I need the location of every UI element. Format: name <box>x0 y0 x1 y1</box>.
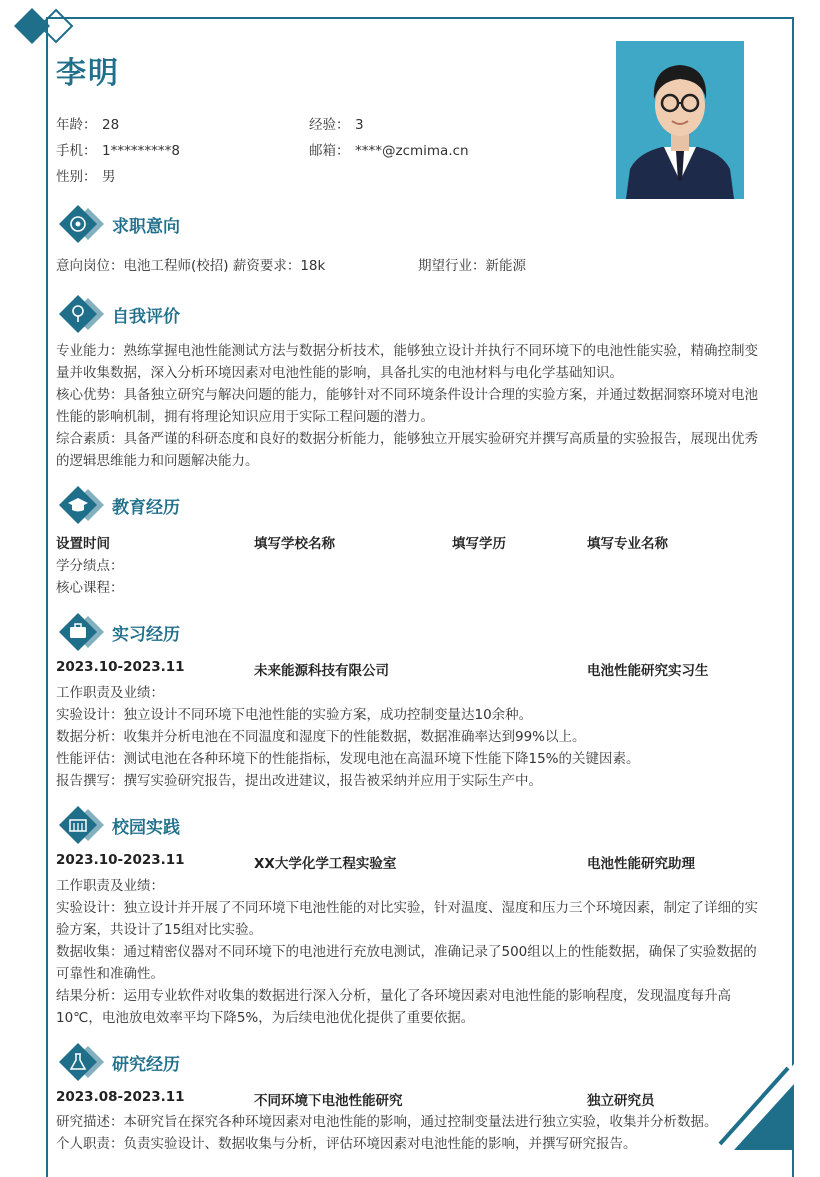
internship-row <box>56 659 768 681</box>
target-icon <box>58 204 108 244</box>
internship-org: 未来能源科技有限公司 <box>254 663 389 679</box>
education-degree: 填写学历 <box>452 536 506 552</box>
evaluation-text <box>56 340 768 472</box>
section-header-education <box>58 485 758 525</box>
section-header-internship <box>58 612 758 652</box>
section-header-evaluation <box>58 294 758 334</box>
briefcase-icon <box>58 612 108 652</box>
section-title: 自我评价 <box>112 307 180 327</box>
research-org: 不同环境下电池性能研究 <box>254 1093 403 1109</box>
education-school: 填写学校名称 <box>254 536 335 552</box>
graduation-cap-icon <box>58 485 108 525</box>
flower-icon <box>58 294 108 334</box>
internship-role: 电池性能研究实习生 <box>587 663 709 679</box>
internship-details <box>56 682 768 792</box>
campus-item: 工作职责及业绩： <box>56 878 164 894</box>
internship-item: 性能评估：测试电池在各种环境下的性能指标，发现电池在高温环境下性能下降15%的关键因素。 <box>56 751 640 767</box>
education-time: 设置时间 <box>56 536 110 552</box>
section-title: 校园实践 <box>112 818 180 838</box>
education-courses: 核心课程： <box>56 580 124 596</box>
campus-role: 电池性能研究助理 <box>587 856 695 872</box>
corner-diamond-decoration <box>12 6 82 46</box>
intent-position-line: 意向岗位：电池工程师(校招) 薪资要求：18k <box>56 258 326 274</box>
section-header-research <box>58 1042 758 1082</box>
age-field: 年龄： 28 <box>56 117 120 133</box>
phone-field: 手机： 1*********8 <box>56 143 180 159</box>
section-title: 研究经历 <box>112 1055 180 1075</box>
research-role: 独立研究员 <box>587 1093 655 1109</box>
campus-time: 2023.10-2023.11 <box>56 852 185 868</box>
evaluation-item: 综合素质：具备严谨的科研态度和良好的数据分析能力，能够独立开展实验研究并撰写高质量的实验报告，展现出优秀的逻辑思维能力和问题解决能力。 <box>56 431 758 469</box>
evaluation-item: 专业能力：熟练掌握电池性能测试方法与数据分析技术，能够独立设计并执行不同环境下的电池性能实验，精确控制变量并收集数据，深入分析环境因素对电池性能的影响，具备扎实的电池材料与电化学基础知识。 <box>56 343 758 381</box>
internship-time: 2023.10-2023.11 <box>56 659 185 675</box>
campus-item: 结果分析：运用专业软件对收集的数据进行深入分析，量化了各环境因素对电池性能的影响程度，发现温度每升高10℃，电池放电效率平均下降5%，为后续电池优化提供了重要依据。 <box>56 988 731 1026</box>
section-title: 求职意向 <box>112 217 180 237</box>
internship-item: 工作职责及业绩： <box>56 685 164 701</box>
education-row <box>56 532 768 554</box>
research-time: 2023.08-2023.11 <box>56 1089 185 1105</box>
section-title: 实习经历 <box>112 625 180 645</box>
evaluation-item: 核心优势：具备独立研究与解决问题的能力，能够针对不同环境条件设计合理的实验方案，并通过数据洞察环境对电池性能的影响机制，拥有将理论知识应用于实际工程问题的潜力。 <box>56 387 758 425</box>
gender-field: 性别： 男 <box>56 169 116 185</box>
email-field: 邮箱： ****@zcmima.cn <box>309 143 469 159</box>
candidate-name: 李明 <box>56 56 120 91</box>
section-header-campus <box>58 805 758 845</box>
experience-field: 经验： 3 <box>309 117 364 133</box>
intent-industry: 期望行业：新能源 <box>418 258 526 274</box>
flask-icon <box>58 1042 108 1082</box>
section-header-intent <box>58 204 758 244</box>
research-item: 研究描述：本研究旨在探究各种环境因素对电池性能的影响，通过控制变量法进行独立实验，收集并分析数据。 <box>56 1114 718 1130</box>
campus-row <box>56 852 768 874</box>
section-title: 教育经历 <box>112 498 180 518</box>
building-icon <box>58 805 108 845</box>
profile-photo <box>616 41 744 199</box>
education-major: 填写专业名称 <box>587 536 668 552</box>
research-row <box>56 1089 768 1111</box>
campus-details <box>56 875 768 1029</box>
research-item: 个人职责：负责实验设计、数据收集与分析，评估环境因素对电池性能的影响，并撰写研究报告。 <box>56 1136 637 1152</box>
internship-item: 实验设计：独立设计不同环境下电池性能的实验方案，成功控制变量达10余种。 <box>56 707 533 723</box>
campus-item: 实验设计：独立设计并开展了不同环境下电池性能的对比实验，针对温度、湿度和压力三个环境因素，制定了详细的实验方案，共设计了15组对比实验。 <box>56 900 758 938</box>
internship-item: 报告撰写：撰写实验研究报告，提出改进建议，报告被采纳并应用于实际生产中。 <box>56 773 542 789</box>
education-gpa: 学分绩点： <box>56 558 124 574</box>
campus-item: 数据收集：通过精密仪器对不同环境下的电池进行充放电测试，准确记录了500组以上的性能数据，确保了实验数据的可靠性和准确性。 <box>56 944 757 982</box>
campus-org: XX大学化学工程实验室 <box>254 856 397 872</box>
research-details <box>56 1111 746 1155</box>
internship-item: 数据分析：收集并分析电池在不同温度和湿度下的性能数据，数据准确率达到99%以上。 <box>56 729 586 745</box>
